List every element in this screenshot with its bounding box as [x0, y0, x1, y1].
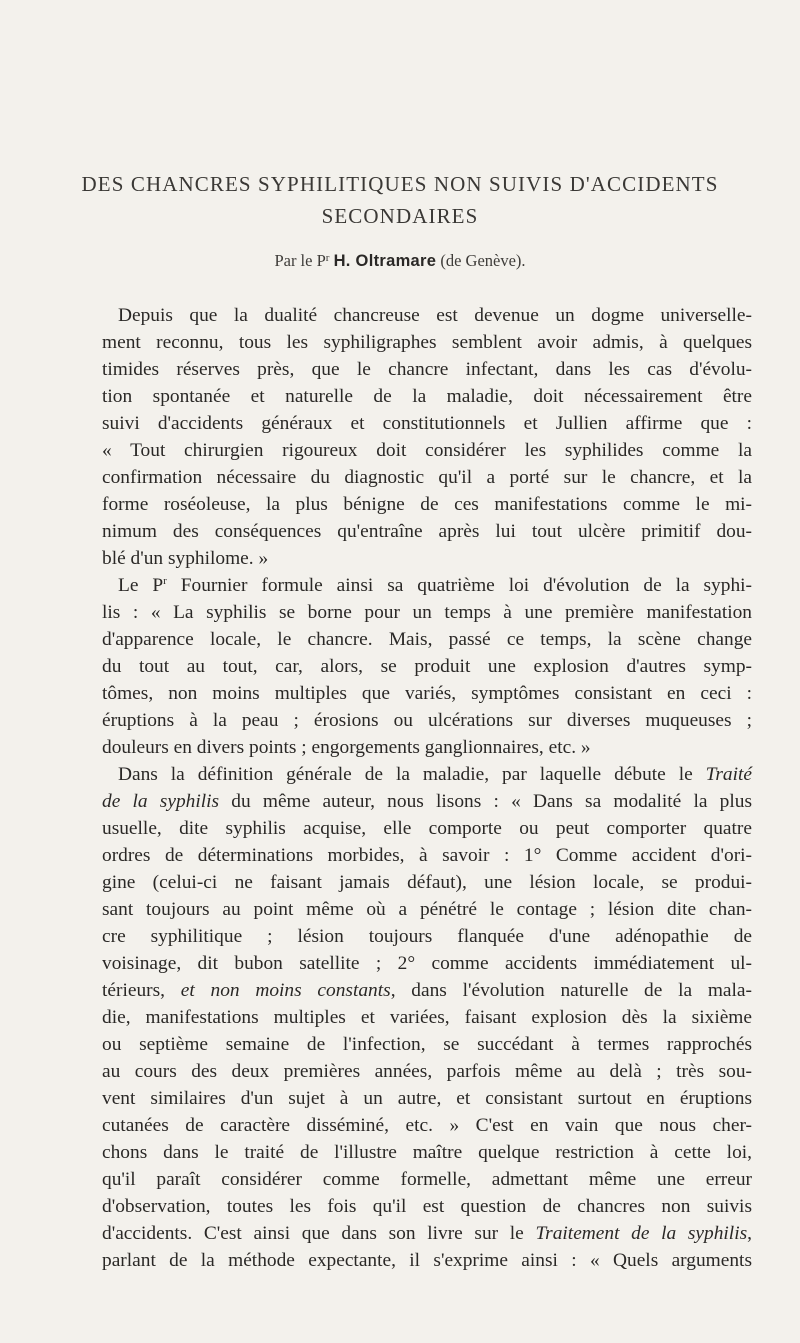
italic-title: Traitement de la syphilis — [535, 1223, 748, 1244]
text-fragment: Le P — [118, 575, 164, 596]
text-line: confirmation nécessaire du diagnostic qu'il a porté sur le chancre, et la — [102, 467, 752, 488]
text-line: cutanées de caractère disséminé, etc. » C'est en vain que nous cher- — [102, 1115, 752, 1136]
text-line: ment reconnu, tous les syphiligraphes semblent avoir admis, à quelques — [102, 332, 752, 353]
text-line: au cours des deux premières années, parfois même au delà ; très sou- — [102, 1061, 752, 1082]
text-line: Depuis que la dualité chancreuse est devenue un dogme universelle- — [118, 305, 752, 326]
text-line: ordres de déterminations morbides, à savoir : 1° Comme accident d'ori- — [102, 845, 752, 866]
text-fragment: , — [747, 1223, 752, 1244]
superscript: r — [163, 575, 167, 587]
byline-prefix: Par le P — [274, 251, 326, 270]
text-line: ou septième semaine de l'infection, se succédant à termes rapprochés — [102, 1034, 752, 1055]
text-line: chons dans le traité de l'illustre maître quelque restriction à cette loi, — [102, 1142, 752, 1163]
text-line: cre syphilitique ; lésion toujours flanquée d'une adénopathie de — [102, 926, 752, 947]
text-line — [118, 573, 752, 602]
text-fragment: d'accidents. C'est ainsi que dans son livre sur le — [102, 1223, 536, 1244]
text-line: gine (celui-ci ne faisant jamais défaut), une lésion locale, se produi- — [102, 872, 752, 893]
text-line: tion spontanée et naturelle de la maladie, doit nécessairement être — [102, 386, 752, 407]
text-line: vent similaires d'un sujet à un autre, et consistant surtout en éruptions — [102, 1088, 752, 1109]
article-title-line-2: SECONDAIRES — [321, 204, 479, 228]
text-line: timides réserves près, que le chancre infectant, dans les cas d'évolu- — [102, 359, 752, 380]
text-fragment: Fournier formule ainsi sa quatrième loi d'évolution de la syphi- — [166, 575, 752, 596]
text-line: suivi d'accidents généraux et constitutionnels et Jullien affirme que : — [102, 413, 752, 434]
text-line: blé d'un syphilome. » — [102, 548, 269, 569]
text-fragment: , dans l'évolution naturelle de la mala- — [390, 980, 752, 1001]
text-line — [118, 762, 752, 789]
text-line: du tout au tout, car, alors, se produit une explosion d'autres symp- — [102, 656, 752, 677]
text-line: « Tout chirurgien rigoureux doit considérer les syphilides comme la — [102, 440, 752, 461]
text-line — [102, 1221, 752, 1248]
text-line: forme roséoleuse, la plus bénigne de ces manifestations comme le mi- — [102, 494, 752, 515]
text-line: sant toujours au point même où a pénétré le contage ; lésion dite chan- — [102, 899, 752, 920]
text-line — [102, 789, 752, 816]
text-line: voisinage, dit bubon satellite ; 2° comme accidents immédiatement ul- — [102, 953, 752, 974]
italic-title: de la syphilis — [102, 791, 220, 812]
text-line: usuelle, dite syphilis acquise, elle comporte ou peut comporter quatre — [102, 818, 752, 839]
byline-suffix: (de Genève). — [436, 251, 526, 270]
text-line: lis : « La syphilis se borne pour un temps à une première manifestation — [102, 602, 752, 623]
text-line: die, manifestations multiples et variées, faisant explosion dès la sixième — [102, 1007, 752, 1028]
author-name: H. Oltramare — [333, 252, 437, 270]
text-fragment: du même auteur, nous lisons : « Dans sa modalité la plus — [219, 791, 752, 812]
text-line: tômes, non moins multiples que variés, symptômes consistant en ceci : — [102, 683, 752, 704]
byline — [0, 251, 800, 271]
text-line: parlant de la méthode expectante, il s'exprime ainsi : « Quels arguments — [102, 1250, 752, 1271]
text-fragment: térieurs, — [102, 980, 181, 1001]
italic-phrase: et non moins constants — [180, 980, 391, 1001]
byline-superscript: r — [325, 252, 330, 264]
text-line: qu'il paraît considérer comme formelle, admettant même une erreur — [102, 1169, 752, 1190]
text-line: d'apparence locale, le chancre. Mais, passé ce temps, la scène change — [102, 629, 752, 650]
article-title-line-1: DES CHANCRES SYPHILITIQUES NON SUIVIS D'ACCIDENTS — [81, 172, 719, 196]
text-line: d'observation, toutes les fois qu'il est question de chancres non suivis — [102, 1196, 752, 1217]
text-fragment: Dans la définition générale de la maladie, par laquelle débute le — [118, 764, 706, 785]
text-line: nimum des conséquences qu'entraîne après lui tout ulcère primitif dou- — [102, 521, 752, 542]
text-line: douleurs en divers points ; engorgements ganglionnaires, etc. » — [102, 737, 591, 758]
text-line — [102, 978, 752, 1005]
italic-title: Traité — [705, 764, 752, 785]
text-line: éruptions à la peau ; érosions ou ulcérations sur diverses muqueuses ; — [102, 710, 752, 731]
